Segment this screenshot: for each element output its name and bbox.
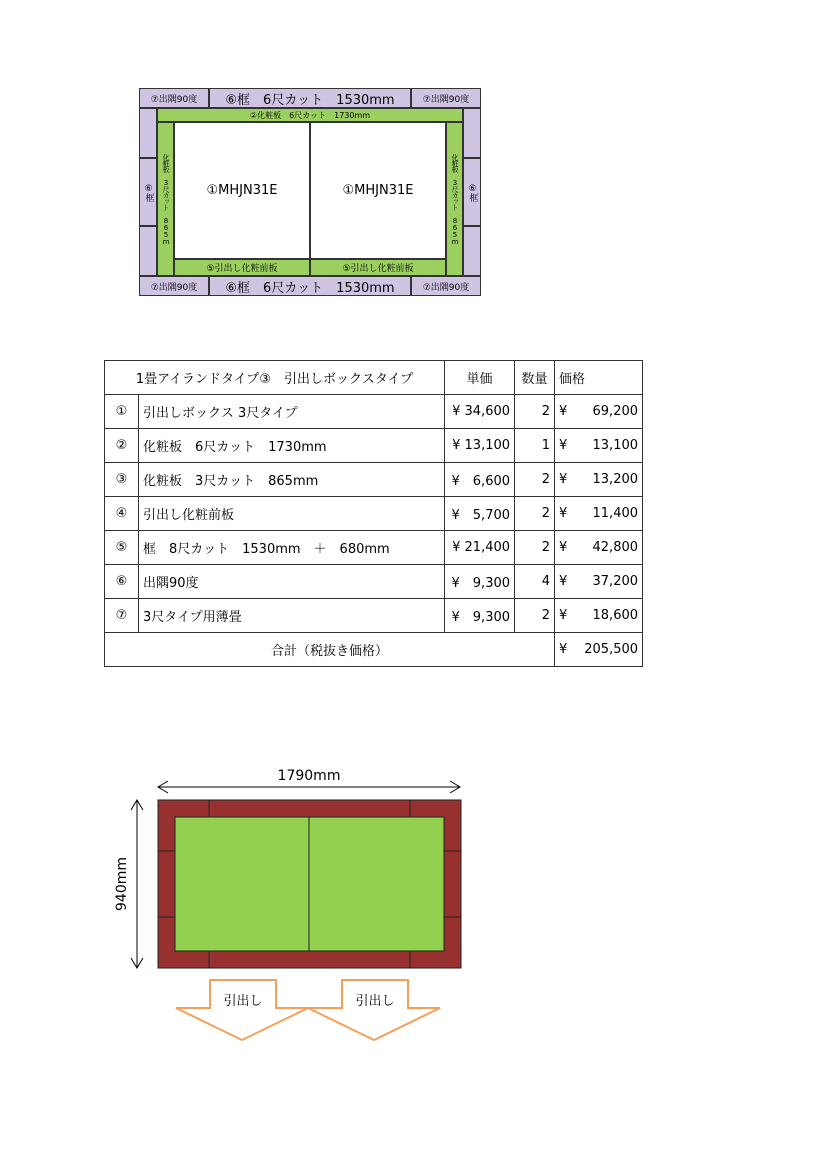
table-title: 1畳アイランドタイプ③ 引出しボックスタイプ (105, 361, 445, 395)
yen-sign: ¥ (559, 574, 568, 589)
tatami-left (175, 817, 309, 951)
row-unit-price: ¥ 34,600 (445, 395, 515, 429)
row-number: ⑦ (105, 599, 139, 633)
frame-top: ⑥框 6尺カット 1530mm (209, 88, 411, 108)
yen-sign: ¥ (559, 642, 568, 657)
row-price: 18,600 (592, 608, 639, 623)
row-unit-price: ¥ 6,600 (445, 463, 515, 497)
row-unit-price: ¥ 21,400 (445, 531, 515, 565)
frame-bottom: ⑥框 6尺カット 1530mm (209, 276, 411, 296)
row-price: 13,200 (592, 472, 639, 487)
row-price: 42,800 (592, 540, 639, 555)
row-name: 框 8尺カット 1530mm ＋ 680mm (139, 531, 445, 565)
decor-board-left-label: 化粧板 3尺カット 865m (162, 153, 170, 245)
frame-left-label: ⑥框 (143, 183, 154, 201)
row-price: 37,200 (592, 574, 639, 589)
drawer-front-right: ⑤引出し化粧前板 (310, 259, 446, 276)
row-number: ① (105, 395, 139, 429)
height-label: 940mm (114, 857, 130, 911)
drawer-unit-right: ①MHJN31E (310, 122, 446, 259)
row-name: 出隅90度 (139, 565, 445, 599)
row-price: 13,100 (592, 438, 639, 453)
drawer-arrow-left (176, 980, 308, 1040)
corner-piece-top-left: ⑦出隅90度 (139, 88, 209, 108)
drawer-label-right: 引出し (355, 994, 395, 1009)
row-qty: 4 (515, 565, 555, 599)
yen-sign: ¥ (559, 472, 568, 487)
header-unit-price: 単価 (445, 361, 515, 395)
row-name: 引出し化粧前板 (139, 497, 445, 531)
row-qty: 2 (515, 531, 555, 565)
row-name: 化粧板 3尺カット 865mm (139, 463, 445, 497)
row-unit-price: ¥ 13,100 (445, 429, 515, 463)
row-qty: 2 (515, 599, 555, 633)
width-label: 1790mm (277, 768, 341, 784)
row-qty: 2 (515, 463, 555, 497)
header-qty: 数量 (515, 361, 555, 395)
decor-board-top: ②化粧板 6尺カット 1730mm (157, 108, 463, 122)
header-price: 価格 (555, 361, 643, 395)
yen-sign: ¥ (559, 404, 568, 419)
row-number: ④ (105, 497, 139, 531)
yen-sign: ¥ (559, 608, 568, 623)
total-label: 合計（税抜き価格） (105, 633, 555, 667)
row-qty: 2 (515, 497, 555, 531)
row-name: 3尺タイプ用薄畳 (139, 599, 445, 633)
row-number: ⑤ (105, 531, 139, 565)
row-unit-price: ¥ 5,700 (445, 497, 515, 531)
row-number: ⑥ (105, 565, 139, 599)
frame-right-label: ⑥框 (467, 183, 478, 201)
drawer-arrow-right (308, 980, 440, 1040)
drawer-front-left: ⑤引出し化粧前板 (174, 259, 310, 276)
drawer-unit-left: ①MHJN31E (174, 122, 310, 259)
corner-piece-top-right: ⑦出隅90度 (411, 88, 481, 108)
row-price: 11,400 (592, 506, 639, 521)
row-unit-price: ¥ 9,300 (445, 565, 515, 599)
row-price: 69,200 (592, 404, 639, 419)
decor-board-right-label: 化粧板 3尺カット 865m (451, 153, 459, 245)
yen-sign: ¥ (559, 506, 568, 521)
row-qty: 2 (515, 395, 555, 429)
yen-sign: ¥ (559, 438, 568, 453)
row-name: 化粧板 6尺カット 1730mm (139, 429, 445, 463)
tatami-right (309, 817, 444, 951)
row-number: ② (105, 429, 139, 463)
drawer-label-left: 引出し (223, 994, 263, 1009)
row-name: 引出しボックス 3尺タイプ (139, 395, 445, 429)
total-value: 205,500 (584, 642, 639, 657)
corner-piece-bottom-left: ⑦出隅90度 (139, 276, 209, 296)
row-number: ③ (105, 463, 139, 497)
corner-piece-bottom-right: ⑦出隅90度 (411, 276, 481, 296)
row-qty: 1 (515, 429, 555, 463)
row-unit-price: ¥ 9,300 (445, 599, 515, 633)
yen-sign: ¥ (559, 540, 568, 555)
